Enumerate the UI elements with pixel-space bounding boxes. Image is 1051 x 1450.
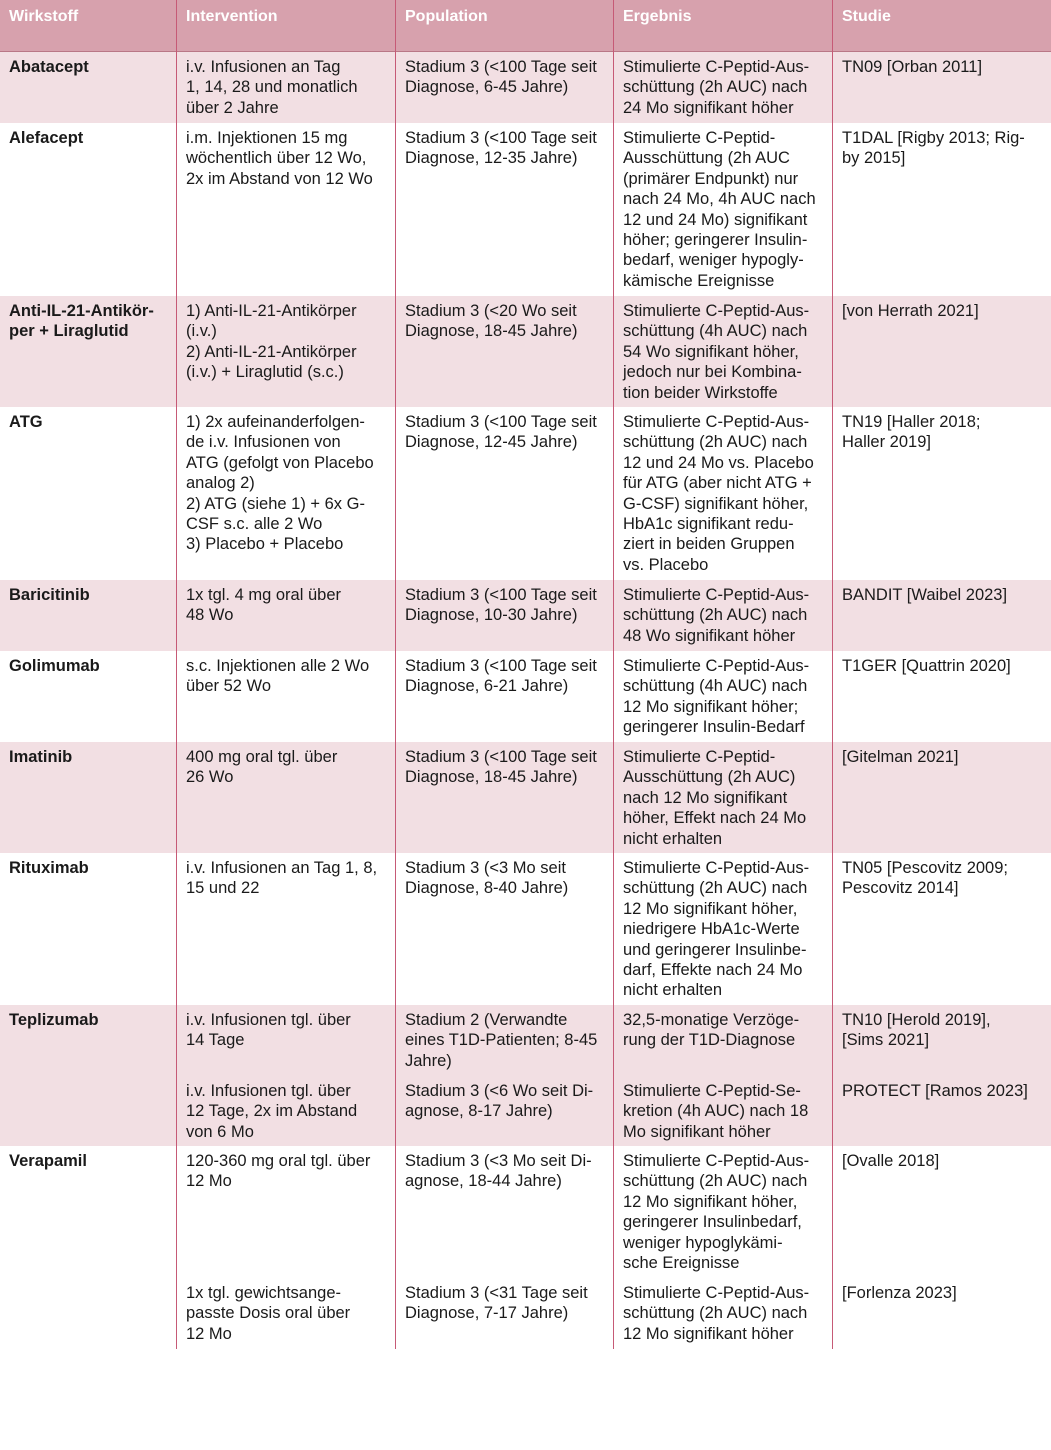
cell-intervention: s.c. Injektionen alle 2 Wo über 52 Wo: [186, 657, 370, 696]
cell-ergebnis: Stimulierte C-Peptid-Aus- schüttung (2h AUC) nach 12 Mo signifikant höher, geringerer Insulinbedarf, weniger hypoglykämi- sche Ereignisse: [623, 1152, 810, 1273]
header-intervention: Intervention: [186, 8, 278, 25]
cell-studie: BANDIT [Waibel 2023]: [842, 586, 1008, 604]
table-row: [0, 52, 1051, 123]
cell-wirkstoff: Abatacept: [9, 58, 89, 76]
cell-ergebnis: Stimulierte C-Peptid-Aus- schüttung (2h AUC) nach 48 Wo signifikant höher: [623, 586, 810, 645]
cell-studie: [von Herrath 2021]: [842, 302, 979, 320]
cell-ergebnis: 32,5-monatige Verzöge- rung der T1D-Diagnose: [623, 1011, 800, 1050]
cell-intervention: 1x tgl. 4 mg oral über 48 Wo: [186, 586, 341, 625]
cell-ergebnis: Stimulierte C-Peptid- Ausschüttung (2h AUC (primärer Endpunkt) nur nach 24 Mo, 4h AUC nach 12 und 24 Mo) signifikant höher; geringerer Insulin- bedarf, weniger hypogly- kämische Ereignisse: [623, 129, 816, 290]
table-row: [0, 853, 1051, 1005]
cell-population: Stadium 3 (<100 Tage seit Diagnose, 12-35 Jahre): [405, 129, 597, 168]
cell-ergebnis: Stimulierte C-Peptid-Aus- schüttung (2h AUC) nach 12 und 24 Mo vs. Placebo für ATG (aber nicht ATG + G-CSF) signifikant höher, HbA1c signifikant redu- ziert in beiden Gruppen vs. Placebo: [623, 413, 814, 574]
cell-wirkstoff: Golimumab: [9, 657, 100, 675]
cell-ergebnis: Stimulierte C-Peptid-Aus- schüttung (2h AUC) nach 24 Mo signifikant höher: [623, 58, 810, 117]
header-population: Population: [405, 8, 488, 25]
cell-wirkstoff: Teplizumab: [9, 1011, 99, 1029]
cell-population: Stadium 3 (<3 Mo seit Di- agnose, 18-44 Jahre): [405, 1152, 592, 1191]
cell-intervention: 1) Anti-IL-21-Antikörper (i.v.) 2) Anti-IL-21-Antikörper (i.v.) + Liraglutid (s.c.): [186, 302, 357, 382]
cell-ergebnis: Stimulierte C-Peptid-Aus- schüttung (2h AUC) nach 12 Mo signifikant höher: [623, 1284, 810, 1343]
cell-intervention: 1) 2x aufeinanderfolgen- de i.v. Infusionen von ATG (gefolgt von Placebo analog 2) 2) ATG (siehe 1) + 6x G- CSF s.c. alle 2 Wo 3) Placebo + Placebo: [186, 413, 374, 554]
table-row: [0, 407, 1051, 580]
cell-population: Stadium 3 (<100 Tage seit Diagnose, 18-45 Jahre): [405, 748, 597, 787]
cell-population: Stadium 3 (<100 Tage seit Diagnose, 6-21 Jahre): [405, 657, 597, 696]
cell-population: Stadium 3 (<20 Wo seit Diagnose, 18-45 Jahre): [405, 302, 578, 341]
header-studie: Studie: [842, 8, 891, 25]
cell-studie: TN09 [Orban 2011]: [842, 58, 983, 76]
cell-intervention: 1x tgl. gewichtsange- passte Dosis oral über 12 Mo: [186, 1284, 351, 1343]
cell-studie: T1GER [Quattrin 2020]: [842, 657, 1011, 675]
cell-population: Stadium 3 (<6 Wo seit Di- agnose, 8-17 Jahre): [405, 1082, 594, 1121]
cell-population: Stadium 3 (<3 Mo seit Diagnose, 8-40 Jahre): [405, 859, 569, 898]
cell-ergebnis: Stimulierte C-Peptid-Se- kretion (4h AUC) nach 18 Mo signifikant höher: [623, 1082, 809, 1141]
column-divider: [613, 0, 614, 1349]
cell-wirkstoff: Verapamil: [9, 1152, 87, 1170]
cell-intervention: 120-360 mg oral tgl. über 12 Mo: [186, 1152, 371, 1191]
column-divider: [176, 0, 177, 1349]
cell-studie: TN05 [Pescovitz 2009; Pescovitz 2014]: [842, 859, 1008, 898]
table-row: [0, 1146, 1051, 1349]
cell-ergebnis: Stimulierte C-Peptid-Aus- schüttung (4h AUC) nach 12 Mo signifikant höher; geringerer Insulin-Bedarf: [623, 657, 810, 737]
header-ergebnis: Ergebnis: [623, 8, 692, 25]
cell-ergebnis: Stimulierte C-Peptid-Aus- schüttung (4h AUC) nach 54 Wo signifikant höher, jedoch nur bei Kombina- tion beider Wirkstoffe: [623, 302, 810, 402]
cell-intervention: i.v. Infusionen an Tag 1, 14, 28 und monatlich über 2 Jahre: [186, 58, 358, 117]
cell-studie: TN19 [Haller 2018; Haller 2019]: [842, 413, 981, 452]
table-row: [0, 296, 1051, 407]
cell-population: Stadium 3 (<31 Tage seit Diagnose, 7-17 Jahre): [405, 1284, 588, 1323]
cell-wirkstoff: Alefacept: [9, 129, 84, 147]
cell-wirkstoff: Anti-IL-21-Antikör- per + Liraglutid: [9, 302, 154, 341]
cell-population: Stadium 3 (<100 Tage seit Diagnose, 10-30 Jahre): [405, 586, 597, 625]
cell-population: Stadium 3 (<100 Tage seit Diagnose, 6-45 Jahre): [405, 58, 597, 97]
cell-intervention: i.v. Infusionen tgl. über 14 Tage: [186, 1011, 351, 1050]
cell-wirkstoff: ATG: [9, 413, 43, 431]
table-row: [0, 1005, 1051, 1146]
table-row: [0, 580, 1051, 651]
cell-intervention: i.v. Infusionen tgl. über 12 Tage, 2x im Abstand von 6 Mo: [186, 1082, 358, 1141]
cell-intervention: i.m. Injektionen 15 mg wöchentlich über 12 Wo, 2x im Abstand von 12 Wo: [186, 129, 373, 188]
cell-studie: TN10 [Herold 2019], [Sims 2021]: [842, 1011, 991, 1050]
cell-studie: [Ovalle 2018]: [842, 1152, 940, 1170]
table-row: [0, 651, 1051, 742]
column-divider: [395, 0, 396, 1349]
table-header: [0, 0, 1051, 52]
cell-population: Stadium 3 (<100 Tage seit Diagnose, 12-45 Jahre): [405, 413, 597, 452]
cell-studie: [Forlenza 2023]: [842, 1284, 957, 1302]
cell-studie: PROTECT [Ramos 2023]: [842, 1082, 1028, 1100]
cell-wirkstoff: Imatinib: [9, 748, 73, 766]
cell-intervention: 400 mg oral tgl. über 26 Wo: [186, 748, 338, 787]
cell-intervention: i.v. Infusionen an Tag 1, 8, 15 und 22: [186, 859, 378, 898]
cell-wirkstoff: Baricitinib: [9, 586, 90, 604]
table-row: [0, 123, 1051, 296]
cell-ergebnis: Stimulierte C-Peptid-Aus- schüttung (2h AUC) nach 12 Mo signifikant höher, niedrigere HbA1c-Werte und geringerer Insulinbe- darf, Effekte nach 24 Mo nicht erhalten: [623, 859, 810, 1000]
cell-studie: [Gitelman 2021]: [842, 748, 959, 766]
cell-wirkstoff: Rituximab: [9, 859, 89, 877]
cell-studie: T1DAL [Rigby 2013; Rig- by 2015]: [842, 129, 1025, 168]
column-divider: [832, 0, 833, 1349]
header-wirkstoff: Wirkstoff: [9, 8, 79, 25]
cell-ergebnis: Stimulierte C-Peptid- Ausschüttung (2h AUC) nach 12 Mo signifikant höher, Effekt nach 24 Mo nicht erhalten: [623, 748, 807, 848]
table-row: [0, 742, 1051, 853]
cell-population: Stadium 2 (Verwandte eines T1D-Patienten; 8-45 Jahre): [405, 1011, 598, 1070]
